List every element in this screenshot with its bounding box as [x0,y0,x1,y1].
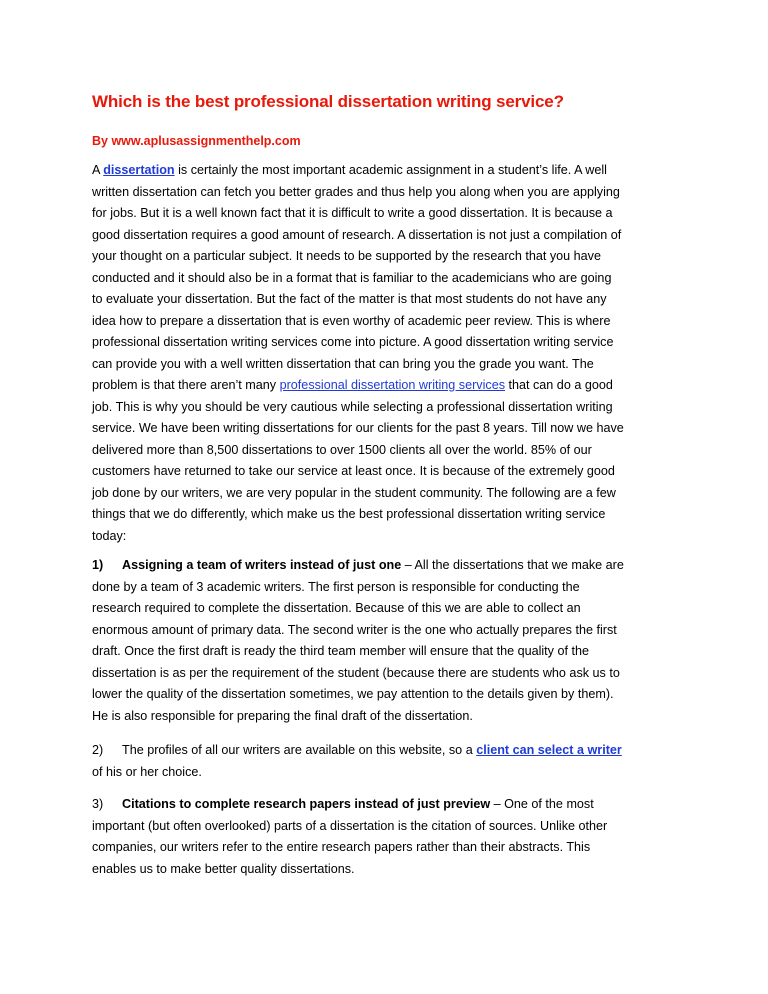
text-line: job. This is why you should be very cautious while selecting a professional dissertation writing [92,399,613,414]
text-line: to evaluate your dissertation. But the fact of the matter is that most students do not have any [92,292,607,306]
text-line: for jobs. But it is a well known fact that it is difficult to write a good dissertation. It is because a [92,206,613,220]
text-line: enables us to make better quality dissertations. [92,861,355,876]
dissertation-link[interactable]: dissertation [103,163,175,177]
item-number: 2) [92,743,104,757]
text-line: dissertation is as per the requirement of the student (because there are students who ask us to [92,665,620,680]
text-line: idea how to prepare a dissertation that is even worthy of academic peer review. This is where [92,313,611,328]
text-line: service. We have been writing dissertations for our clients for the past 8 years. Till now we have [92,421,624,435]
item-number: 1) [92,558,104,572]
intro-paragraph [92,160,692,547]
text-line: conducted and it should also be in a format that is familiar to the academicians who are going [92,270,612,285]
text-line: professional dissertation writing services come into picture. A good dissertation writing service [92,335,614,349]
text-line: customers have returned to take our service at least once. It is because of the extremely good [92,464,615,478]
text-line: good dissertation requires a good amount of research. A dissertation is not just a compilation of [92,227,622,242]
list-item-1 [92,555,692,727]
text-line: draft. Once the first draft is ready the third team member will ensure that the quality of the [92,644,589,658]
text-line: delivered more than 8,500 dissertations to over 1500 clients all over the world. 85% of our [92,442,592,457]
page-title: Which is the best professional dissertation writing service? [92,92,564,111]
item-heading: Citations to complete research papers instead of just preview [122,797,491,811]
client-select-writer-link[interactable]: client can select a writer [476,743,622,757]
text-line: problem is that there aren’t many professional dissertation writing services that can do a good [92,378,613,392]
text-line: of his or her choice. [92,764,202,779]
text-line: things that we do differently, which make us the best professional dissertation writing service [92,507,606,521]
text-line: enormous amount of primary data. The second writer is the one who actually prepares the first [92,622,617,637]
text-line: important (but often overlooked) parts of a dissertation is the citation of sources. Unlike other [92,818,608,833]
list-item-3 [92,794,692,880]
text-line: done by a team of 3 academic writers. The first person is responsible for conducting the [92,579,580,594]
text-line: companies, our writers refer to the entire research papers rather than their abstracts. This [92,840,591,854]
text-line: 2) The profiles of all our writers are available on this website, so a client can select a writer [92,740,692,762]
text-line: job done by our writers, we are very popular in the student community. The following are a few [92,485,616,500]
item-number: 3) [92,797,104,811]
text-line: your thought on a particular subject. It needs to be supported by the research that you have [92,249,601,263]
text-line: He is also responsible for preparing the final draft of the dissertation. [92,708,473,723]
text-line: lower the quality of the dissertation sometimes, we pay attention to the details given by them). [92,687,614,701]
list-item-2 [92,740,692,783]
dissertation-services-link[interactable]: professional dissertation writing services [279,378,505,392]
text-line: written dissertation can fetch you better grades and thus help you along when you are applying [92,184,620,199]
text-line: A dissertation is certainly the most important academic assignment in a student’s life. A well [92,163,607,177]
text-line: can provide you with a well written dissertation that can bring you the grade you want. The [92,356,594,371]
text-line: 1) Assigning a team of writers instead of just one – All the dissertations that we make are [92,555,692,577]
text-line: 3) Citations to complete research papers instead of just preview – One of the most [92,794,692,816]
text-line: research required to complete the dissertation. Because of this we are able to collect an [92,601,581,615]
byline: By www.aplusassignmenthelp.com [92,134,301,148]
item-heading: Assigning a team of writers instead of just one [122,558,402,572]
text-line: today: [92,528,127,543]
